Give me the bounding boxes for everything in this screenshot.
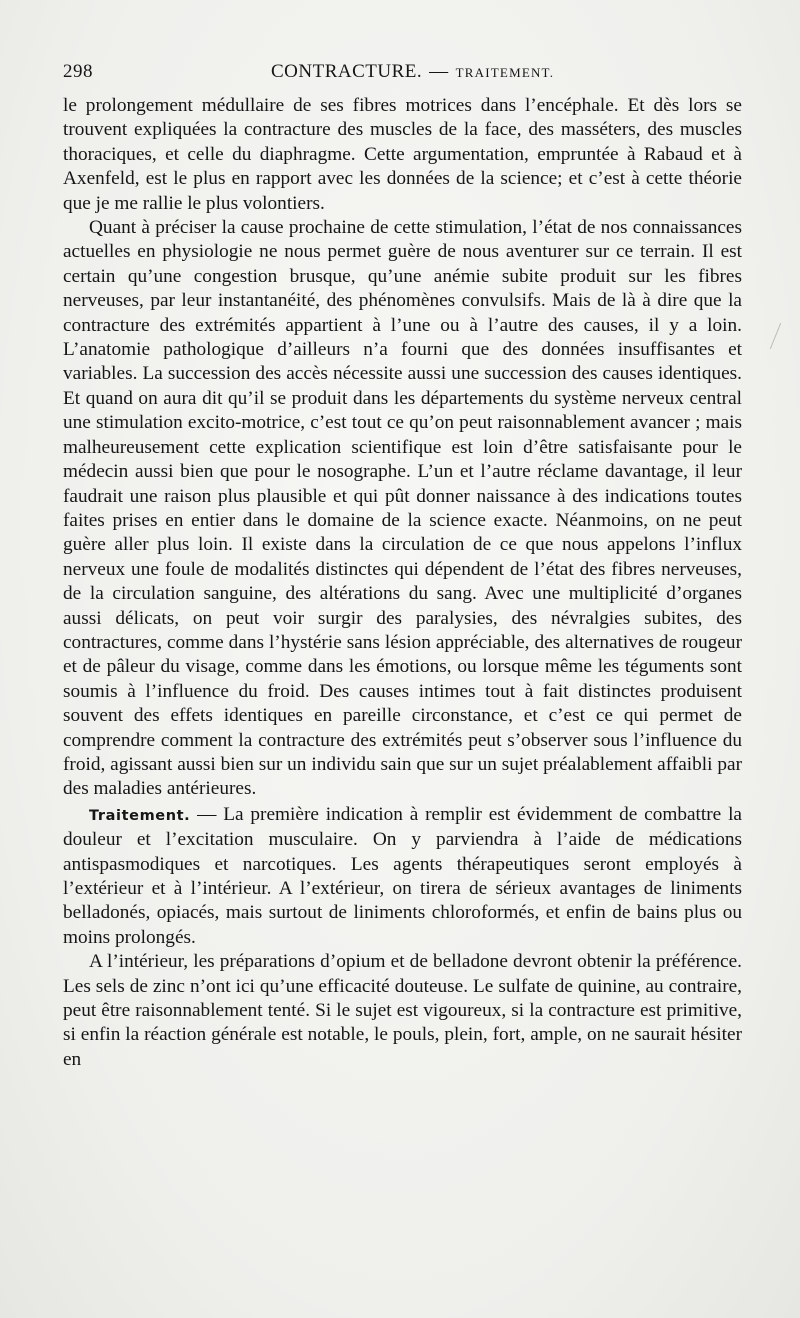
section-text: — La première indication à remplir est évidemment de combattre la douleur et l’excitation musculaire. On y parviendra à l’aide de médications antispasmodiques et narcotiques. Les agents thérapeutiques seront employés à l’extérieur et à l’intérieur. A l’extérieur, on tirera de sérieux avantages de liniments belladonés, opiacés, mais surtout de liniments chloroformés, et enfin de bains plus ou moins prolongés. — [63, 803, 742, 948]
section-subtitle: TRAITEMENT. — [455, 65, 555, 80]
page-number: 298 — [63, 61, 93, 82]
section-heading: Traitement. — [89, 807, 191, 824]
chapter-name: CONTRACTURE. — [271, 61, 423, 82]
paragraph-cause: Quant à préciser la cause prochaine de cette stimulation, l’état de nos connaissances actuelles en physiologie ne nous permet guère de nous aventurer sur ce terrain. Il est certain qu’une congestion brusque, qu’une anémie subite produit sur les fibres nerveuses, par leur instantanéité, des phénomènes convulsifs. Mais de là à dire que la contracture des extrémités appartient à l’une ou à l’autre des causes, il y a loin. L’anatomie pathologique d’ailleurs n’a fourni que des données insuffisantes et variables. La succession des accès nécessite aussi une succession des causes identiques. Et quand on aura dit qu’il se produit dans les départements du système nerveux central une stimulation excito-motrice, c’est tout ce qu’on peut raisonnablement avancer ; mais malheureusement cette explication scientifique est loin d’être satisfaisante pour le médecin aussi bien que pour le nosographe. L’un et l’autre réclame davantage, il leur faudrait une raison plus plausible et qui pût donner naissance à des indications toutes faites prises en entier dans le domaine de la science exacte. Néanmoins, on ne peut guère aller plus loin. Il existe dans la circulation de ce que nous appelons l’influx nerveux une foule de modalités distinctes qui dépendent de l’état des fibres nerveuses, de la circulation sanguine, des altérations du sang. Avec une multiplicité d’organes aussi délicats, on peut voir surgir des paralysies, des névralgies subites, des contractures, comme dans l’hystérie sans lésion appréciable, des alternatives de rougeur et de pâleur du visage, comme dans les émotions, ou lorsque même les téguments sont soumis à l’influence du froid. Des causes intimes tout à fait distinctes produisent souvent des effets identiques en pareille circonstance, et c’est ce qui permet de comprendre comment la contracture des extrémités peut s’observer sous l’influence du froid, agissant aussi bien sur un individu sain que sur un sujet préalablement affaibli par des maladies antérieures. — [63, 217, 742, 800]
paragraph-interieur: A l’intérieur, les préparations d’opium et de belladone devront obtenir la préférence. Les sels de zinc n’ont ici qu’une efficacité douteuse. Le sulfate de quinine, au contraire, peut être raisonnablement tenté. Si le sujet est vigoureux, si la contracture est primitive, si enfin la réaction générale est notable, le pouls, plein, fort, ample, on ne saurait hésiter en — [63, 951, 742, 1070]
title-dash: — — [429, 61, 449, 82]
running-head — [63, 58, 742, 86]
body-text — [63, 94, 742, 1072]
margin-pencil-mark — [770, 323, 781, 349]
paragraph-traitement — [63, 803, 742, 950]
paragraph-continued: le prolongement médullaire de ses fibres motrices dans l’encéphale. Et dès lors se trouvent expliquées la contracture des muscles de la face, des masséters, des muscles thoraciques, et celle du diaphragme. Cette argumentation, empruntée à Rabaud et à Axenfeld, est le plus en rapport avec les données de la science; et c’est à cette théorie que je me rallie le plus volontiers. — [63, 95, 742, 214]
chapter-title — [271, 58, 554, 87]
